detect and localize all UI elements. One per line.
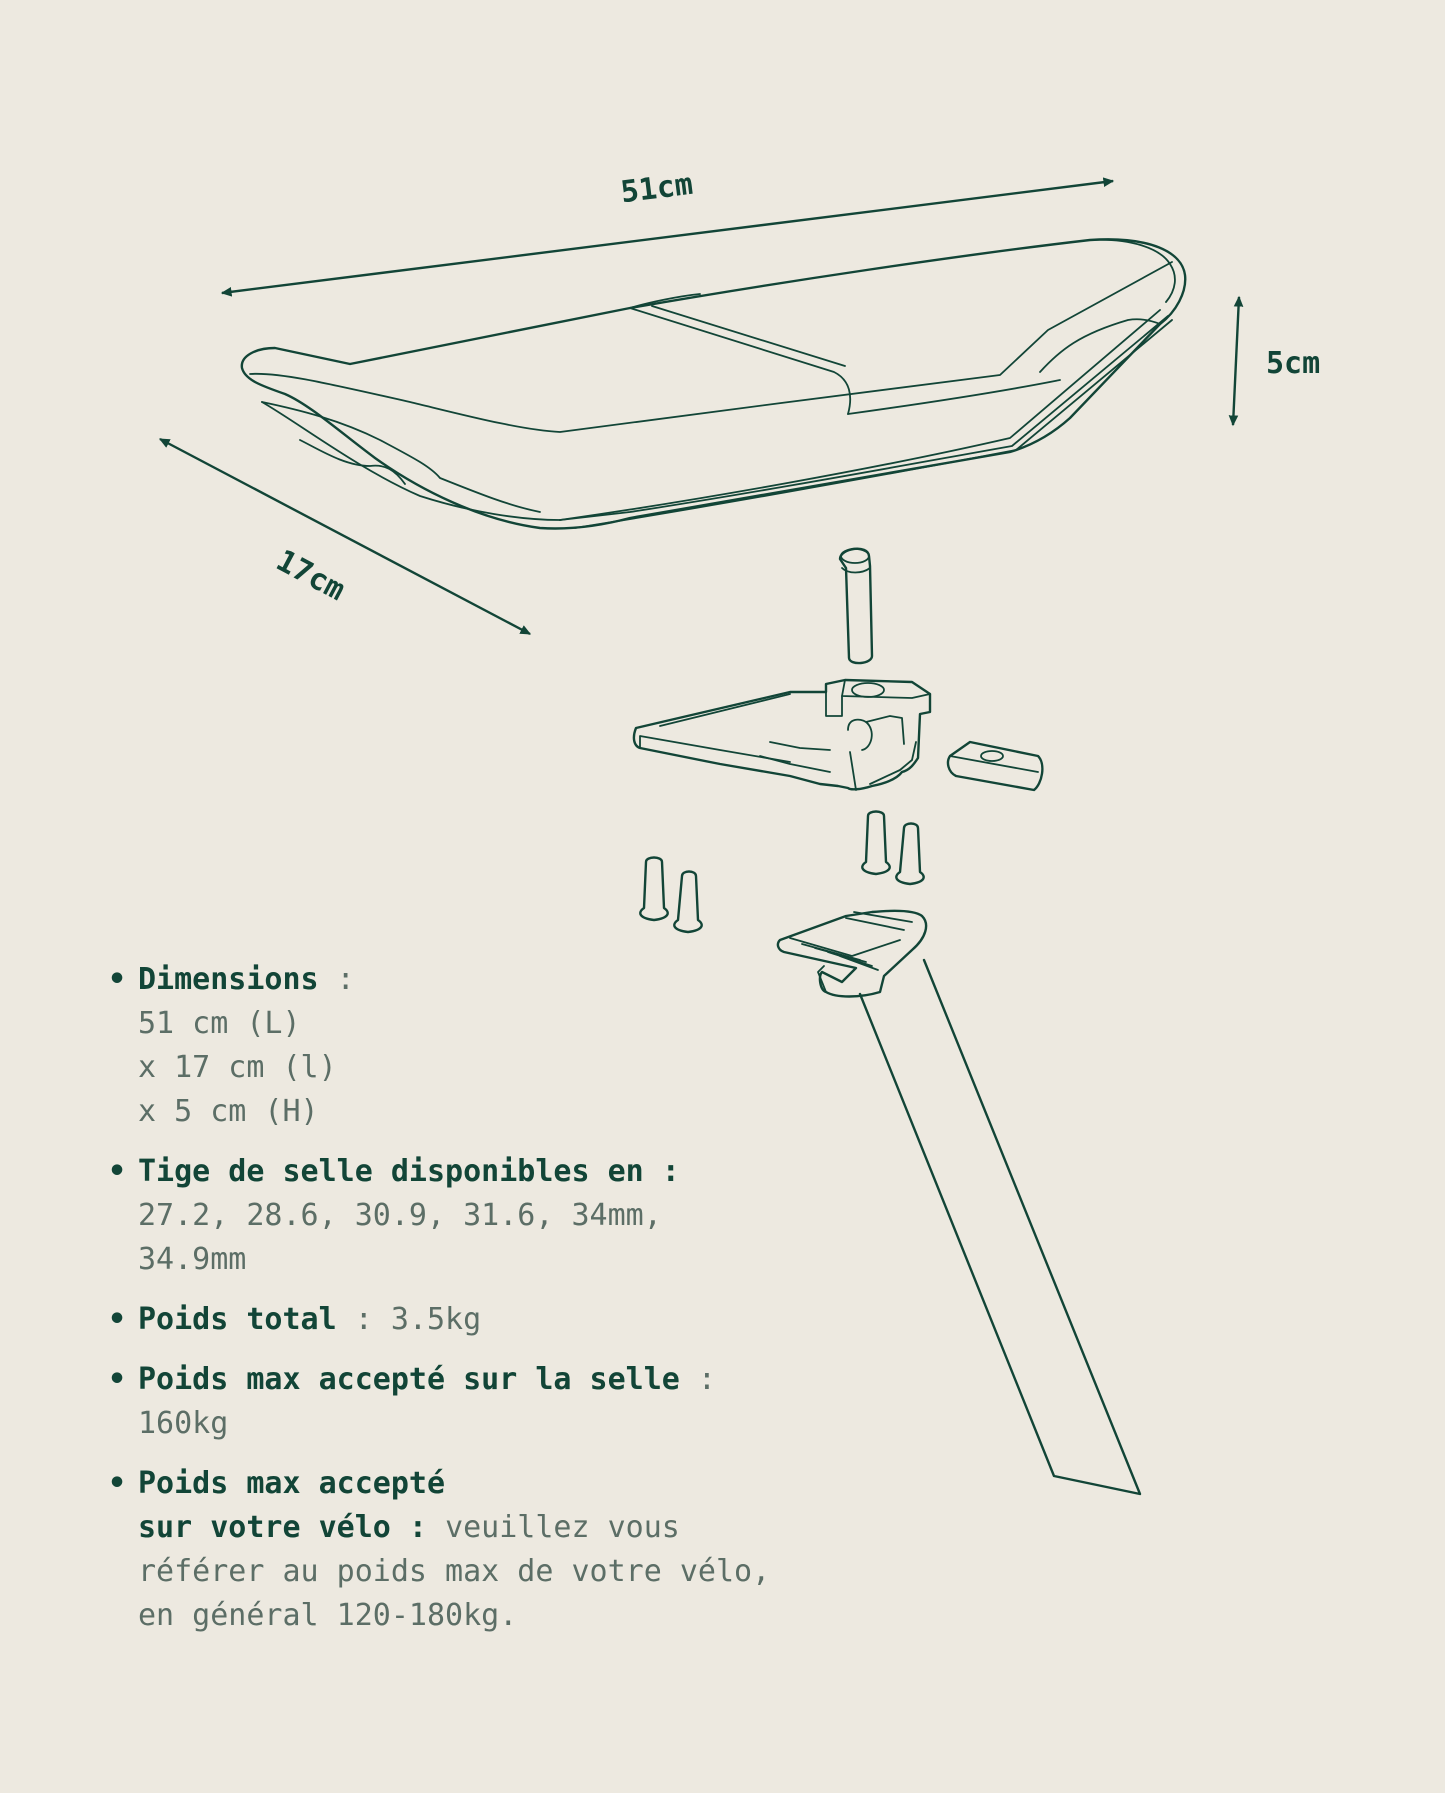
pin-icon: [840, 549, 872, 663]
spec-title: Tige de selle disponibles en: [138, 1154, 644, 1189]
spec-title: Poids max accepté: [138, 1466, 446, 1501]
bolt-icon: [862, 812, 923, 885]
length-dimension: [222, 167, 1113, 293]
spec-total-weight: [108, 1298, 868, 1342]
spec-value: veuillez vous: [445, 1510, 680, 1545]
bullet-icon: •: [108, 1302, 127, 1337]
bullet-icon: •: [108, 962, 127, 997]
height-label: 5cm: [1266, 346, 1321, 381]
spec-title: Dimensions: [138, 962, 319, 997]
spec-separator: :: [318, 962, 355, 997]
spec-separator: :: [336, 1302, 391, 1337]
spec-list: [108, 958, 868, 1654]
spec-max-saddle-weight: [108, 1358, 868, 1446]
bullet-icon: •: [108, 1466, 127, 1501]
spec-title: sur votre vélo: [138, 1510, 391, 1545]
spec-value: 3.5kg: [390, 1302, 482, 1337]
spec-value: x 5 cm (H): [138, 1094, 319, 1129]
spec-value: 160kg: [138, 1406, 229, 1441]
spec-title: Poids total: [138, 1302, 337, 1337]
spec-value: 51 cm (L): [138, 1006, 301, 1041]
clamp-icon: [634, 680, 930, 790]
spec-separator: :: [643, 1154, 680, 1189]
saddle-icon: [242, 239, 1185, 528]
spec-value: 27.2, 28.6, 30.9, 31.6, 34mm,: [138, 1198, 662, 1233]
length-label: 51cm: [618, 166, 695, 211]
spec-value: x 17 cm (l): [138, 1050, 337, 1085]
spec-value: référer au poids max de votre vélo,: [138, 1554, 771, 1589]
bullet-icon: •: [108, 1362, 127, 1397]
nut-icon: [948, 742, 1042, 790]
spec-value: en général 120-180kg.: [138, 1598, 518, 1633]
spec-separator: :: [679, 1362, 716, 1397]
spec-separator: :: [390, 1510, 446, 1545]
width-label: 17cm: [270, 543, 351, 609]
spec-value: 34.9mm: [138, 1242, 247, 1277]
width-dimension: [160, 439, 530, 634]
height-dimension: [1233, 297, 1320, 425]
spec-max-bike-weight: [108, 1462, 868, 1638]
spec-title: Poids max accepté sur la selle: [138, 1362, 680, 1397]
spec-seatpost-sizes: [108, 1150, 868, 1282]
spec-dimensions: [108, 958, 868, 1134]
bullet-icon: •: [108, 1154, 127, 1189]
bolt-icon: [640, 858, 701, 933]
